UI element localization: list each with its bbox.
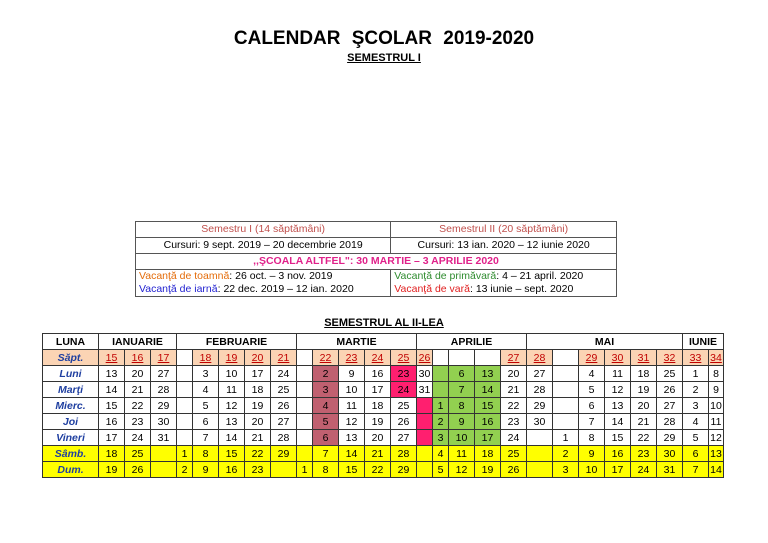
weekday-label: Vineri (43, 430, 99, 446)
day-cell: 16 (475, 414, 501, 430)
day-cell: 10 (710, 399, 722, 412)
day-cell: 20 (245, 350, 271, 366)
day-cell: 13 (605, 398, 631, 414)
day-cell: 30 (527, 414, 553, 430)
day-cell: 22 (631, 430, 657, 446)
day-cell: 2 (313, 366, 339, 382)
day-cell: 24 (271, 366, 297, 382)
day-cell: 5 (313, 414, 339, 430)
month-header: IANUARIE (99, 334, 177, 350)
day-cell (177, 382, 193, 398)
day-cell: 9 (709, 382, 724, 398)
day-cell (297, 446, 313, 462)
day-cell: 34 (710, 351, 722, 364)
semester-1-header: Semestru I (14 săptămâni) (136, 222, 391, 238)
day-cell: 30 (605, 350, 631, 366)
day-cell: 4 (683, 414, 709, 430)
day-cell: 1 (433, 398, 449, 414)
day-cell: 1 (177, 446, 193, 462)
semester-info-table (135, 221, 617, 297)
day-cell: 12 (449, 462, 475, 478)
day-cell: 22 (313, 350, 339, 366)
day-cell: 2 (683, 382, 709, 398)
day-cell: 2 (433, 414, 449, 430)
calendar-row (43, 398, 724, 414)
day-cell: 23 (339, 350, 365, 366)
day-cell: 23 (501, 414, 527, 430)
day-cell: 20 (125, 366, 151, 382)
day-cell: 31 (151, 430, 177, 446)
day-cell: 28 (151, 382, 177, 398)
day-cell: 1 (683, 366, 709, 382)
day-cell: 7 (683, 462, 709, 478)
day-cell: 1 (297, 462, 313, 478)
day-cell (417, 414, 433, 430)
day-cell (417, 446, 433, 462)
day-cell: 15 (339, 462, 365, 478)
weekday-label: Luni (43, 366, 99, 382)
spring-vacation-label: Vacanţă de primăvară (394, 270, 497, 282)
day-cell (297, 430, 313, 446)
calendar-row (43, 366, 724, 382)
day-cell: 19 (99, 462, 125, 478)
day-cell: 29 (527, 398, 553, 414)
day-cell: 29 (657, 430, 683, 446)
day-cell: 5 (433, 462, 449, 478)
day-cell: 25 (501, 446, 527, 462)
day-cell: 3 (683, 398, 709, 414)
day-cell: 31 (417, 382, 433, 398)
day-cell: 8 (579, 430, 605, 446)
day-cell: 28 (391, 446, 417, 462)
day-cell: 9 (449, 414, 475, 430)
day-cell: 29 (391, 462, 417, 478)
day-cell: 26 (501, 462, 527, 478)
day-cell (449, 350, 475, 366)
day-cell: 4 (579, 366, 605, 382)
day-cell (177, 366, 193, 382)
autumn-vacation-dates: : 26 oct. – 3 nov. 2019 (229, 270, 333, 282)
semester-1-subtitle: SEMESTRUL I (347, 52, 421, 64)
day-cell: 21 (125, 382, 151, 398)
day-cell: 20 (631, 398, 657, 414)
weekday-label: Joi (43, 414, 99, 430)
luna-header: LUNA (43, 334, 99, 350)
day-cell: 10 (579, 462, 605, 478)
day-cell: 22 (365, 462, 391, 478)
day-cell: 7 (313, 446, 339, 462)
month-header: IUNIE (683, 334, 724, 350)
day-cell: 24 (365, 350, 391, 366)
page-title: CALENDAR ŞCOLAR 2019-2020 (233, 28, 535, 49)
spring-vacation-dates: : 4 – 21 april. 2020 (496, 270, 584, 282)
day-cell: 7 (449, 382, 475, 398)
day-cell: 20 (365, 430, 391, 446)
day-cell (433, 350, 449, 366)
day-cell: 1 (553, 430, 579, 446)
day-cell: 14 (710, 463, 722, 476)
day-cell: 18 (631, 366, 657, 382)
day-cell: 5 (579, 382, 605, 398)
day-cell: 19 (631, 382, 657, 398)
day-cell: 11 (219, 382, 245, 398)
day-cell (553, 382, 579, 398)
day-cell: 13 (710, 447, 722, 460)
day-cell: 20 (245, 414, 271, 430)
day-cell: 23 (245, 462, 271, 478)
day-cell: 3 (433, 430, 449, 446)
weekday-label: Săpt. (43, 350, 99, 366)
day-cell: 4 (193, 382, 219, 398)
day-cell: 3 (193, 366, 219, 382)
day-cell: 19 (245, 398, 271, 414)
calendar-row (43, 462, 724, 478)
day-cell: 14 (99, 382, 125, 398)
day-cell (527, 446, 553, 462)
day-cell: 29 (151, 398, 177, 414)
semester-1-courses: Cursuri: 9 sept. 2019 – 20 decembrie 2019 (136, 238, 391, 254)
day-cell: 11 (709, 414, 724, 430)
day-cell: 3 (553, 462, 579, 478)
day-cell: 31 (631, 350, 657, 366)
day-cell: 8 (193, 446, 219, 462)
day-cell: 28 (271, 430, 297, 446)
day-cell (433, 366, 449, 382)
day-cell: 15 (605, 430, 631, 446)
day-cell: 27 (391, 430, 417, 446)
day-cell: 12 (710, 431, 722, 444)
day-cell: 29 (579, 350, 605, 366)
day-cell: 22 (125, 398, 151, 414)
day-cell (297, 382, 313, 398)
day-cell: 23 (391, 366, 417, 382)
day-cell: 7 (579, 414, 605, 430)
day-cell: 8 (449, 398, 475, 414)
day-cell: 20 (501, 366, 527, 382)
day-cell (297, 414, 313, 430)
summer-vacation-label: Vacanţă de vară (394, 283, 470, 295)
day-cell: 27 (501, 350, 527, 366)
day-cell: 6 (449, 366, 475, 382)
day-cell: 28 (527, 350, 553, 366)
day-cell: 11 (449, 446, 475, 462)
month-header: MARTIE (297, 334, 417, 350)
day-cell: 28 (657, 414, 683, 430)
day-cell: 11 (339, 398, 365, 414)
semester-2-header: Semestrul II (20 săptămâni) (391, 222, 617, 238)
day-cell: 29 (271, 446, 297, 462)
day-cell: 16 (605, 446, 631, 462)
day-cell: 6 (313, 430, 339, 446)
day-cell: 26 (125, 462, 151, 478)
day-cell: 12 (339, 414, 365, 430)
day-cell: 5 (193, 398, 219, 414)
day-cell: 22 (501, 398, 527, 414)
day-cell (177, 430, 193, 446)
day-cell: 30 (657, 446, 683, 462)
day-cell: 23 (631, 446, 657, 462)
day-cell: 21 (631, 414, 657, 430)
day-cell (417, 430, 433, 446)
day-cell: 13 (99, 366, 125, 382)
day-cell (553, 366, 579, 382)
semester-2-calendar (42, 333, 724, 478)
day-cell: 11 (605, 366, 631, 382)
day-cell: 9 (579, 446, 605, 462)
day-cell: 23 (125, 414, 151, 430)
day-cell (271, 462, 297, 478)
day-cell (297, 398, 313, 414)
semester-2-title: SEMESTRUL AL II-LEA (324, 317, 444, 329)
day-cell: 16 (365, 366, 391, 382)
day-cell: 16 (219, 462, 245, 478)
summer-vacation-dates: : 13 iunie – sept. 2020 (470, 283, 574, 295)
day-cell: 14 (605, 414, 631, 430)
day-cell: 9 (339, 366, 365, 382)
weekday-label: Mierc. (43, 398, 99, 414)
day-cell (151, 446, 177, 462)
calendar-row (43, 350, 724, 366)
month-header: FEBRUARIE (177, 334, 297, 350)
day-cell: 17 (99, 430, 125, 446)
day-cell: 31 (657, 462, 683, 478)
day-cell: 2 (177, 462, 193, 478)
day-cell (151, 462, 177, 478)
day-cell: 18 (365, 398, 391, 414)
day-cell: 33 (683, 350, 709, 366)
day-cell: 17 (151, 350, 177, 366)
day-cell: 27 (151, 366, 177, 382)
day-cell: 25 (657, 366, 683, 382)
day-cell: 26 (391, 414, 417, 430)
day-cell: 5 (683, 430, 709, 446)
day-cell (177, 350, 193, 366)
day-cell: 13 (475, 366, 501, 382)
day-cell: 14 (475, 382, 501, 398)
day-cell (475, 350, 501, 366)
weekday-label: Marţi (43, 382, 99, 398)
autumn-vacation (136, 270, 391, 297)
day-cell: 24 (631, 462, 657, 478)
day-cell: 12 (219, 398, 245, 414)
day-cell: 27 (271, 414, 297, 430)
day-cell (553, 398, 579, 414)
day-cell: 10 (219, 366, 245, 382)
day-cell: 8 (313, 462, 339, 478)
day-cell: 16 (125, 350, 151, 366)
day-cell (417, 462, 433, 478)
month-header: MAI (527, 334, 683, 350)
day-cell: 28 (527, 382, 553, 398)
day-cell: 18 (99, 446, 125, 462)
day-cell: 9 (193, 462, 219, 478)
day-cell: 15 (99, 350, 125, 366)
day-cell: 16 (99, 414, 125, 430)
day-cell: 25 (271, 382, 297, 398)
day-cell (417, 398, 433, 414)
day-cell: 26 (417, 350, 433, 366)
day-cell: 6 (193, 414, 219, 430)
winter-vacation-label: Vacanţă de iarnă (139, 283, 218, 295)
day-cell: 19 (365, 414, 391, 430)
day-cell: 27 (657, 398, 683, 414)
autumn-vacation-label: Vacanţă de toamnă (139, 270, 230, 282)
calendar-row (43, 430, 724, 446)
calendar-row (43, 446, 724, 462)
day-cell: 10 (449, 430, 475, 446)
day-cell: 21 (501, 382, 527, 398)
day-cell: 17 (475, 430, 501, 446)
day-cell (177, 398, 193, 414)
day-cell: 17 (365, 382, 391, 398)
day-cell: 19 (475, 462, 501, 478)
day-cell: 15 (475, 398, 501, 414)
day-cell: 10 (339, 382, 365, 398)
day-cell (433, 382, 449, 398)
day-cell (177, 414, 193, 430)
day-cell: 17 (245, 366, 271, 382)
day-cell: 19 (219, 350, 245, 366)
day-cell: 17 (605, 462, 631, 478)
day-cell: 25 (125, 446, 151, 462)
day-cell: 14 (339, 446, 365, 462)
day-cell: 6 (579, 398, 605, 414)
day-cell (527, 462, 553, 478)
day-cell: 24 (501, 430, 527, 446)
day-cell: 21 (245, 430, 271, 446)
day-cell: 8 (709, 366, 724, 382)
day-cell (527, 430, 553, 446)
day-cell: 7 (193, 430, 219, 446)
day-cell: 21 (365, 446, 391, 462)
day-cell: 18 (475, 446, 501, 462)
day-cell: 25 (391, 350, 417, 366)
day-cell (553, 350, 579, 366)
day-cell: 14 (219, 430, 245, 446)
month-header: APRILIE (417, 334, 527, 350)
semester-2-courses: Cursuri: 13 ian. 2020 – 12 iunie 2020 (391, 238, 617, 254)
calendar-row (43, 382, 724, 398)
scoala-altfel: ,,ŞCOALA ALTFEL": 30 MARTIE – 3 APRILIE 2020 (136, 254, 617, 270)
day-cell: 30 (151, 414, 177, 430)
weekday-label: Sâmb. (43, 446, 99, 462)
winter-vacation-dates: : 22 dec. 2019 – 12 ian. 2020 (217, 283, 354, 295)
day-cell: 22 (245, 446, 271, 462)
day-cell (297, 366, 313, 382)
day-cell: 26 (271, 398, 297, 414)
day-cell (553, 414, 579, 430)
day-cell: 13 (219, 414, 245, 430)
day-cell: 30 (417, 366, 433, 382)
day-cell (297, 350, 313, 366)
day-cell: 4 (433, 446, 449, 462)
calendar-row (43, 414, 724, 430)
day-cell: 26 (657, 382, 683, 398)
day-cell: 6 (683, 446, 709, 462)
day-cell: 4 (313, 398, 339, 414)
day-cell: 15 (99, 398, 125, 414)
day-cell: 24 (391, 382, 417, 398)
spring-summer-vacation (391, 270, 617, 297)
day-cell: 21 (271, 350, 297, 366)
day-cell: 3 (313, 382, 339, 398)
day-cell: 32 (657, 350, 683, 366)
weekday-label: Dum. (43, 462, 99, 478)
day-cell: 18 (245, 382, 271, 398)
day-cell: 2 (553, 446, 579, 462)
day-cell: 24 (125, 430, 151, 446)
day-cell: 12 (605, 382, 631, 398)
day-cell: 18 (193, 350, 219, 366)
day-cell: 27 (527, 366, 553, 382)
day-cell: 13 (339, 430, 365, 446)
day-cell: 15 (219, 446, 245, 462)
day-cell: 25 (391, 398, 417, 414)
